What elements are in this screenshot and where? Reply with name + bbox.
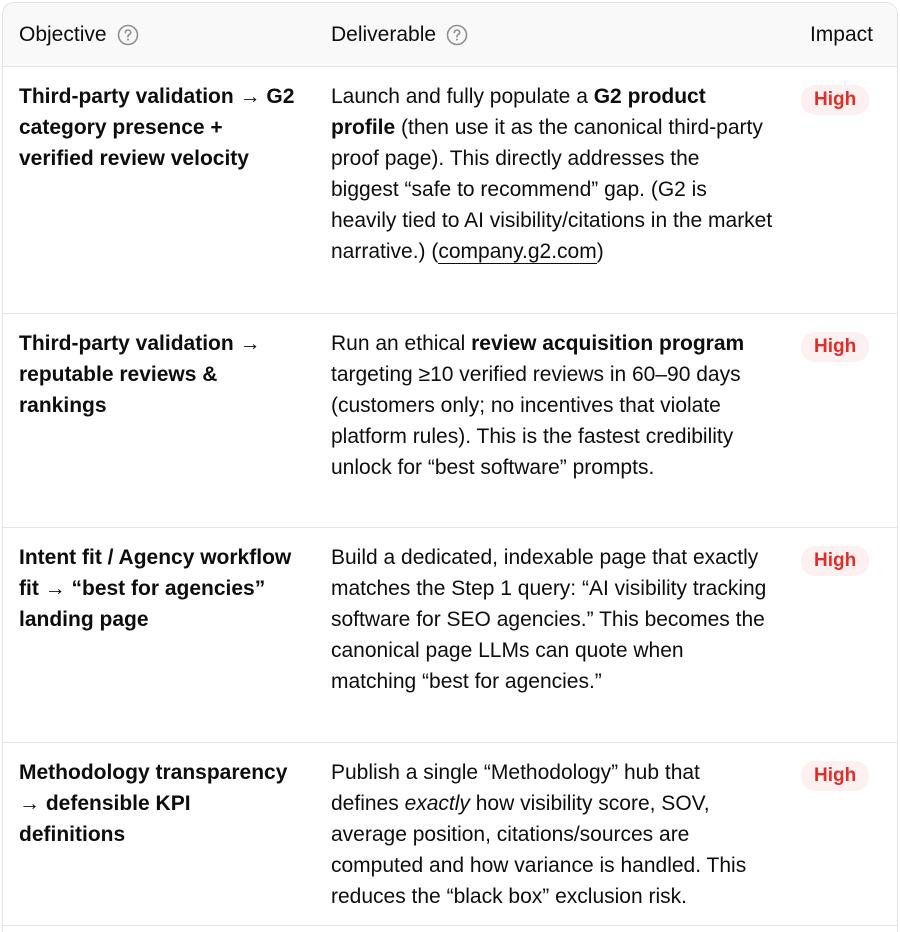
deliverable-text: Publish a single “Methodology” hub that defines	[331, 761, 700, 815]
deliverable-text: Run an ethical	[331, 332, 472, 355]
help-circle-icon[interactable]	[446, 24, 468, 46]
deliverable-text: Build a dedicated, indexable page that exactly matches the Step 1 query: “AI visibility tracking software for SEO agencies.” This becomes the canonical page LLMs can quote when matching “best for agencies.”	[331, 546, 767, 693]
column-header-objective	[3, 23, 315, 47]
deliverable-emphasis: G2 product profile	[331, 85, 706, 139]
impact-badge: High	[801, 761, 869, 791]
column-header-objective-label: Objective	[19, 22, 107, 46]
deliverable-text: )	[596, 240, 604, 263]
column-header-deliverable	[315, 23, 783, 47]
column-header-deliverable-label: Deliverable	[331, 22, 437, 46]
impact-badge: High	[801, 546, 869, 576]
impact-cell	[783, 314, 897, 527]
deliverable-cell	[315, 528, 783, 742]
impact-badge: High	[801, 332, 869, 362]
objective-cell: Third-party validation → G2 category presence + verified review velocity	[19, 85, 295, 170]
table-row	[3, 528, 897, 743]
objective-cell: Methodology transparency → defensible KPI definitions	[19, 761, 288, 846]
objective-cell: Intent fit / Agency workflow fit → “best for agencies” landing page	[19, 546, 292, 631]
impact-badge: High	[801, 85, 869, 115]
deliverable-cell	[315, 314, 783, 527]
impact-cell	[783, 67, 897, 313]
deliverable-text: Launch and fully populate a	[331, 85, 594, 108]
deliverable-emphasis: exactly	[404, 792, 470, 815]
help-circle-icon[interactable]	[117, 24, 139, 46]
column-header-impact-label: Impact	[809, 22, 873, 46]
impact-cell	[783, 743, 897, 925]
source-link[interactable]: company.g2.com	[438, 240, 597, 263]
deliverable-text: targeting ≥10 verified reviews in 60–90 days (customers only; no incentives that violate platform rules). This is the fastest credibility unlock for “best software” prompts.	[331, 363, 741, 479]
column-header-impact	[783, 23, 897, 47]
deliverable-cell	[315, 743, 783, 925]
recommendations-table	[2, 2, 898, 932]
deliverable-text: (then use it as the canonical third-party proof page). This directly addresses the biggest “safe to recommend” gap. (G2 is heavily tied to AI visibility/citations in the market narrative.) (	[331, 116, 773, 263]
table-header	[3, 3, 897, 67]
deliverable-cell	[315, 67, 783, 313]
table-row	[3, 743, 897, 926]
deliverable-emphasis: review acquisition program	[471, 332, 745, 355]
objective-cell: Third-party validation → reputable reviews & rankings	[19, 332, 261, 417]
deliverable-text: how visibility score, SOV, average position, citations/sources are computed and how variance is handled. This reduces the “black box” exclusion risk.	[331, 792, 747, 908]
impact-cell	[783, 528, 897, 742]
table-row	[3, 67, 897, 314]
table-row	[3, 314, 897, 528]
